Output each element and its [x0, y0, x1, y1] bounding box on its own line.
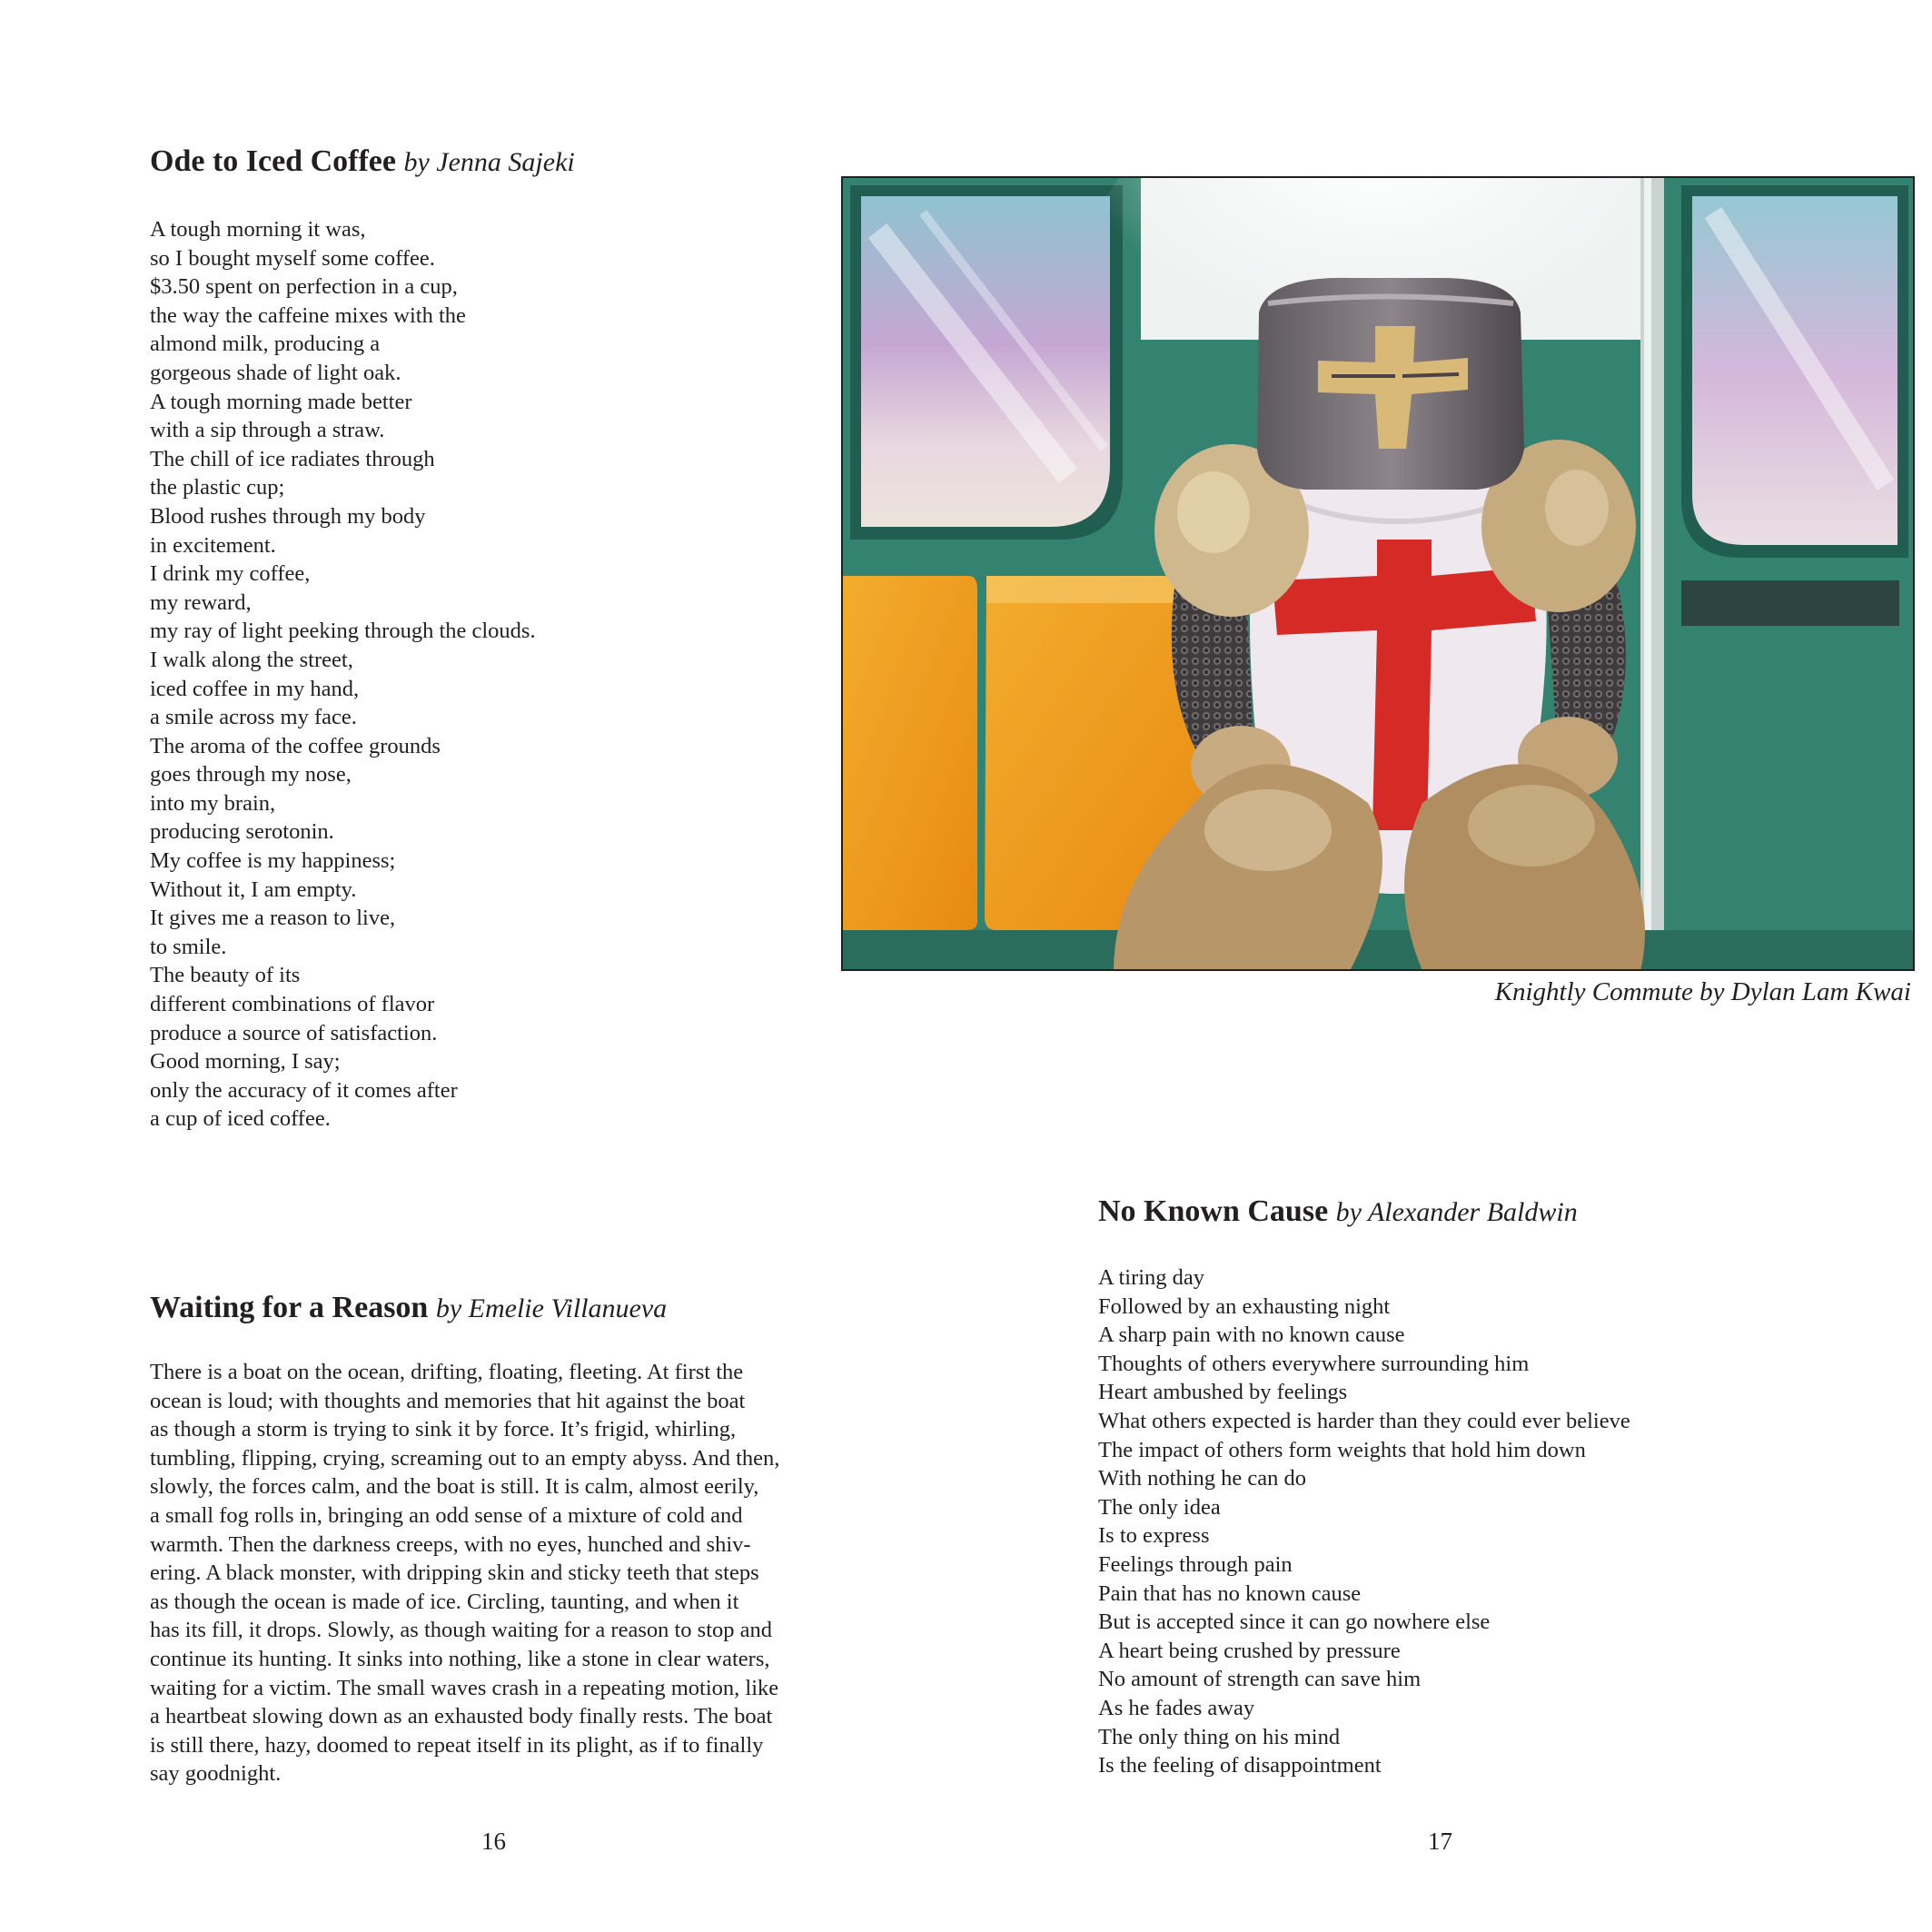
poem-line: With nothing he can do — [1098, 1466, 1306, 1491]
poem-line: in excitement. — [150, 532, 276, 558]
poem-line: different combinations of flavor — [150, 992, 435, 1017]
poem-line: Is to express — [1098, 1523, 1210, 1549]
poem-line: Pain that has no known cause — [1098, 1580, 1362, 1606]
poem-line: I walk along the street, — [150, 647, 353, 672]
nkc-byline: by Alexander Baldwin — [1335, 1197, 1578, 1227]
poem-line: into my brain, — [150, 790, 276, 816]
nkc-title-text: No Known Cause — [1098, 1194, 1329, 1228]
poem-line: Without it, I am empty. — [150, 877, 357, 902]
poem-line: As he fades away — [1098, 1695, 1255, 1720]
prose-title-waiting — [150, 1290, 667, 1327]
poem-line: Good morning, I say; — [150, 1049, 341, 1075]
poem-line: producing serotonin. — [150, 819, 334, 845]
prose-line: as though the ocean is made of ice. Circling, taunting, and when it — [150, 1589, 739, 1614]
prose-line: a small fog rolls in, bringing an odd sense of a mixture of cold and — [150, 1502, 743, 1528]
prose-line: a heartbeat slowing down as an exhausted body finally rests. The boat — [150, 1704, 773, 1729]
prose-line: slowly, the forces calm, and the boat is still. It is calm, almost eerily, — [150, 1474, 759, 1500]
poem-line: only the accuracy of it comes after — [150, 1077, 458, 1103]
poem-line: my ray of light peeking through the clouds. — [150, 619, 536, 644]
page-number-left: 16 — [481, 1828, 506, 1855]
poem-line: gorgeous shade of light oak. — [150, 360, 401, 385]
prose-line: tumbling, flipping, crying, screaming out to an empty abyss. And then, — [150, 1445, 780, 1471]
poem-line: almond milk, producing a — [150, 332, 381, 357]
waiting-byline: by Emelie Villanueva — [435, 1293, 668, 1323]
poem-line: A tough morning made better — [150, 389, 412, 414]
poem-line: produce a source of satisfaction. — [150, 1020, 438, 1045]
poem-line: a smile across my face. — [150, 705, 357, 730]
poem-line: my reward, — [150, 590, 252, 615]
prose-line: There is a boat on the ocean, drifting, floating, fleeting. At first the — [150, 1360, 744, 1384]
page-number-right: 17 — [1428, 1828, 1452, 1855]
poem-line: goes through my nose, — [150, 762, 352, 788]
poem-line: Followed by an exhausting night — [1098, 1293, 1391, 1319]
poem-line: the plastic cup; — [150, 475, 285, 500]
ode-title-text: Ode to Iced Coffee — [150, 144, 396, 178]
prose-line: ocean is loud; with thoughts and memories that hit against the boat — [150, 1388, 746, 1413]
poem-line: The impact of others form weights that hold him down — [1098, 1437, 1586, 1462]
poem-line: with a sip through a straw. — [150, 418, 385, 443]
poem-line: Feelings through pain — [1098, 1551, 1293, 1577]
poem-line: Blood rushes through my body — [150, 503, 426, 529]
poem-title-ode — [150, 144, 575, 181]
poem-line: But is accepted since it can go nowhere else — [1098, 1610, 1491, 1635]
poem-line: No amount of strength can save him — [1098, 1667, 1422, 1692]
prose-line: has its fill, it drops. Slowly, as though waiting for a reason to stop and — [150, 1618, 773, 1643]
prose-line: warmth. Then the darkness creeps, with no eyes, hunched and shiv- — [150, 1531, 751, 1557]
poem-line: The chill of ice radiates through — [150, 446, 435, 471]
prose-line: say goodnight. — [150, 1761, 282, 1787]
prose-line: waiting for a victim. The small waves crash in a repeating motion, like — [150, 1675, 779, 1700]
poem-title-no-known-cause — [1098, 1194, 1578, 1231]
ode-byline: by Jenna Sajeki — [403, 147, 575, 177]
poem-line: The only idea — [1098, 1494, 1221, 1520]
prose-line: continue its hunting. It sinks into nothing, like a stone in clear waters, — [150, 1646, 770, 1671]
poem-line: The beauty of its — [150, 963, 301, 988]
poem-line: the way the caffeine mixes with the — [150, 302, 466, 328]
poem-body-ode — [150, 215, 536, 1134]
poem-line: A tough morning it was, — [150, 217, 366, 242]
prose-line: ering. A black monster, with dripping skin and sticky teeth that steps — [150, 1560, 759, 1586]
poem-line: The only thing on his mind — [1098, 1724, 1341, 1749]
poem-line: to smile. — [150, 934, 227, 959]
poem-body-no-known-cause — [1098, 1263, 1630, 1780]
poem-line: a cup of iced coffee. — [150, 1106, 331, 1132]
waiting-title-text: Waiting for a Reason — [150, 1291, 429, 1324]
poem-line: so I bought myself some coffee. — [150, 245, 435, 271]
artwork-caption: Knightly Commute by Dylan Lam Kwai — [1494, 977, 1911, 1006]
poem-line: It gives me a reason to live, — [150, 906, 396, 931]
poem-line: The aroma of the coffee grounds — [150, 733, 441, 758]
prose-body-waiting — [150, 1358, 779, 1788]
poem-line: iced coffee in my hand, — [150, 676, 360, 701]
poem-line: My coffee is my happiness; — [150, 848, 396, 874]
poem-line: A sharp pain with no known cause — [1098, 1323, 1405, 1348]
poem-line: I drink my coffee, — [150, 561, 311, 587]
prose-line: is still there, hazy, doomed to repeat itself in its plight, as if to finally — [150, 1732, 764, 1758]
poem-line: A tiring day — [1098, 1265, 1205, 1290]
poem-line: $3.50 spent on perfection in a cup, — [150, 274, 458, 300]
knight-painting — [841, 176, 1915, 971]
poem-line: Heart ambushed by feelings — [1098, 1380, 1348, 1405]
poem-line: Is the feeling of disappointment — [1098, 1753, 1382, 1778]
poem-line: Thoughts of others everywhere surrounding him — [1098, 1351, 1530, 1376]
prose-line: as though a storm is trying to sink it by force. It’s frigid, whirling, — [150, 1417, 737, 1442]
poem-line: What others expected is harder than they could ever believe — [1098, 1408, 1630, 1433]
poem-line: A heart being crushed by pressure — [1098, 1638, 1401, 1663]
